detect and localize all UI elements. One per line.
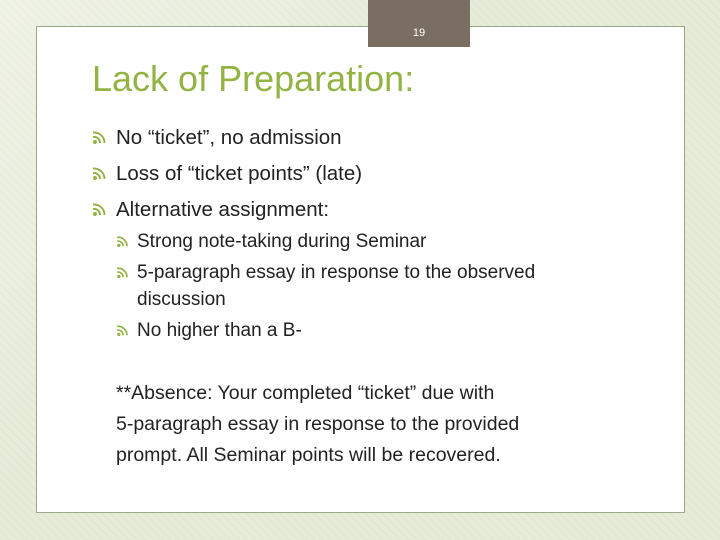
slide-title: Lack of Preparation: [92, 58, 415, 99]
absence-note [116, 378, 636, 471]
slide-number: 19 [368, 0, 470, 47]
sub-bullet-text: Strong note-taking during Seminar [137, 231, 427, 252]
wifi-signal-icon [116, 325, 132, 337]
note-line: prompt. All Seminar points will be recovered. [116, 444, 501, 466]
bullet-item [92, 162, 362, 186]
bullet-text: No “ticket”, no admission [116, 126, 342, 149]
sub-bullet-text: No higher than a B- [137, 320, 302, 341]
note-line: 5-paragraph essay in response to the provided [116, 413, 520, 435]
wifi-signal-icon [92, 131, 110, 145]
sub-bullet-text: 5-paragraph essay in response to the observed [137, 262, 536, 283]
note-line: **Absence: Your completed “ticket” due with [116, 382, 495, 404]
bullet-item [92, 198, 329, 222]
bullet-item [92, 126, 342, 150]
bullet-text: Loss of “ticket points” (late) [116, 162, 363, 185]
wifi-signal-icon [116, 267, 132, 279]
bullet-text: Alternative assignment: [116, 198, 330, 221]
wifi-signal-icon [116, 236, 132, 248]
sub-bullet-item [116, 262, 535, 284]
wifi-signal-icon [92, 167, 110, 181]
sub-bullet-item [116, 320, 302, 342]
sub-bullet-continuation: discussion [137, 289, 226, 310]
sub-bullet-item [116, 231, 426, 253]
wifi-signal-icon [92, 203, 110, 217]
